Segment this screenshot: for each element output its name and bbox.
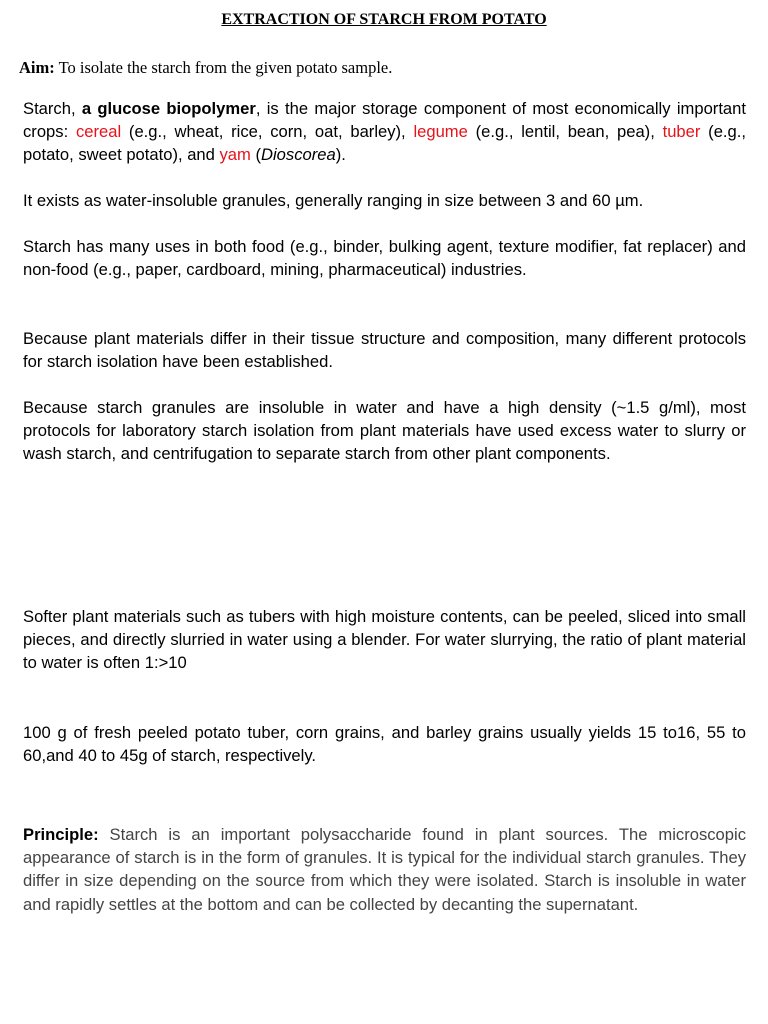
paragraph-principle — [23, 823, 746, 916]
aim-text: To isolate the starch from the given potato sample. — [54, 58, 393, 77]
p1-red-yam: yam — [219, 145, 251, 165]
p1-text-3: (e.g., wheat, rice, corn, oat, barley), — [121, 122, 414, 142]
paragraph-uses: Starch has many uses in both food (e.g., binder, bulking agent, texture modifier, fat replacer) and non-food (e.g., paper, cardboard, mining, pharmaceutical) industries. — [23, 237, 746, 280]
p1-text-4: (e.g., lentil, bean, pea), — [467, 122, 663, 142]
p1-red-legume: legume — [413, 122, 468, 142]
principle-text: Starch is an important polysaccharide found in plant sources. The microscopic appearance of starch is in the form of granules. It is typical for the individual starch granules. They differ in size depending on the source from which they were isolated. Starch is insoluble in water and rapidly settles at the bottom and can be collected by decanting the supernatant. — [23, 825, 746, 914]
aim-line — [19, 58, 749, 78]
paragraph-density: Because starch granules are insoluble in water and have a high density (~1.5 g/ml), most protocols for laboratory starch isolation from plant materials have used excess water to slurry or wash starch, and centrifugation to separate starch from other plant components. — [23, 398, 746, 464]
paragraph-protocols: Because plant materials differ in their tissue structure and composition, many different protocols for starch isolation have been established. — [23, 329, 746, 372]
p1-italic-dioscorea: Dioscorea — [261, 145, 336, 165]
principle-label: Principle: — [23, 825, 99, 844]
paragraph-granules: It exists as water-insoluble granules, generally ranging in size between 3 and 60 µm. — [23, 191, 644, 210]
paragraph-softer-materials: Softer plant materials such as tubers with high moisture contents, can be peeled, sliced into small pieces, and directly slurried in water using a blender. For water slurrying, the ratio of plant material to water is often 1:>10 — [23, 607, 746, 673]
p1-bold-term: a glucose biopolymer — [81, 99, 256, 118]
paragraph-yields: 100 g of fresh peeled potato tuber, corn grains, and barley grains usually yields 15 to16, 55 to 60,and 40 to 45g of starch, respectively. — [23, 723, 746, 766]
aim-label: Aim: — [19, 58, 55, 77]
paragraph-starch-intro — [23, 97, 746, 167]
p1-text-5: (e.g., potato, sweet potato), and — [23, 122, 746, 165]
document-title: EXTRACTION OF STARCH FROM POTATO — [221, 11, 547, 28]
p1-text-2: , is the major storage component of most economically important crops: — [23, 99, 746, 142]
p1-text-7: ). — [335, 145, 346, 165]
p1-text-1: Starch, — [23, 99, 82, 118]
p1-red-cereal: cereal — [75, 122, 122, 142]
p1-red-tuber: tuber — [662, 122, 701, 142]
p1-text-6: ( — [250, 145, 261, 165]
